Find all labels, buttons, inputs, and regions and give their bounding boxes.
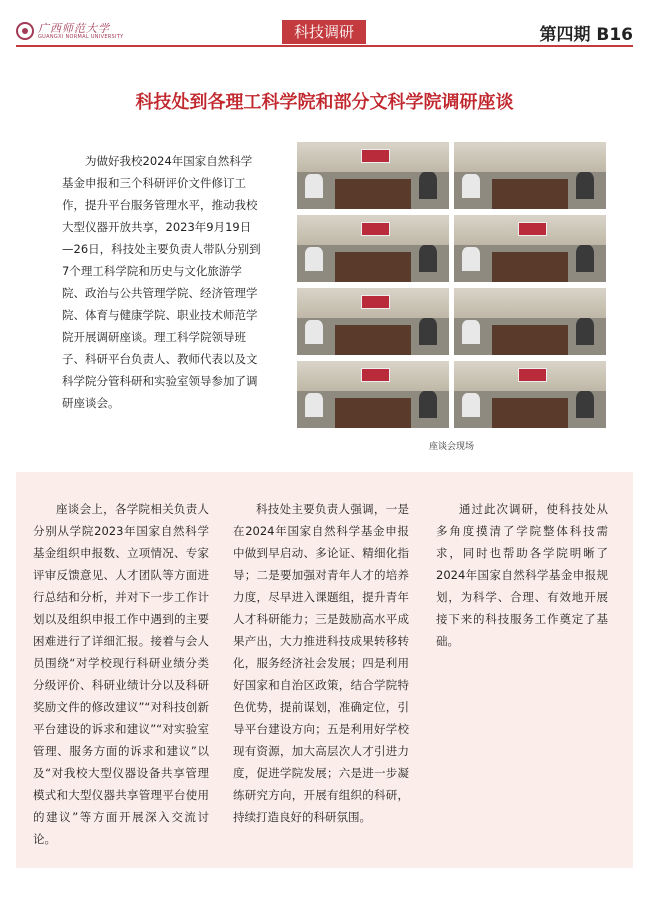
meeting-photo	[454, 288, 606, 355]
meeting-photo	[297, 142, 449, 209]
meeting-photo	[454, 361, 606, 428]
page-header	[0, 0, 649, 48]
logo-chinese-name: 广西师范大学	[38, 22, 110, 35]
body-column-1: 座谈会上，各学院相关负责人分别从学院2023年国家自然科学基金组织申报数、立项情况、专家评审反馈意见、人才团队等方面进行总结和分析，并对下一步工作计划以及组织申报工作中遇到的主要困难进行了详细汇报。接着与会人员围绕“对学校现行科研业绩分类分级评价、科研业绩计分以及科研奖励文件的修改建议”“对科技创新平台建设的诉求和建议”“对实验室管理、服务方面的诉求和建议”以及“对我校大型仪器设备共享管理模式和大型仪器共享管理平台使用的建议”等方面开展深入交流讨论。	[33, 502, 209, 846]
header-divider	[16, 45, 633, 47]
body-column-2: 科技处主要负责人强调，一是在2024年国家自然科学基金申报中做到早启动、多论证、精细化指导；二是要加强对青年人才的培养力度，尽早进入课题组，提升青年人才科研能力；三是鼓励高水平成果产出，大力推进科技成果转移转化，服务经济社会发展；四是利用好国家和自治区政策，结合学院特色优势，提前谋划，准确定位，引导平台建设方向；五是利用好学校现有资源，加大高层次人才引进力度，促进学院发展；六是进一步凝练研究方向，开展有组织的科研，持续打造良好的科研氛围。	[233, 502, 409, 824]
photo-caption: 座谈会现场	[428, 442, 474, 452]
body-column-3: 通过此次调研，使科技处从多角度摸清了学院整体科技需求，同时也帮助各学院明晰了2024年国家自然科学基金申报规划，为科学、合理、有效地开展接下来的科技服务工作奠定了基础。	[436, 502, 608, 648]
issue-number: 第四期 B16	[539, 25, 633, 45]
meeting-photo	[454, 215, 606, 282]
meeting-photo	[297, 288, 449, 355]
logo-english-name: GUANGXI NORMAL UNIVERSITY	[38, 34, 124, 40]
meeting-photo	[297, 215, 449, 282]
intro-paragraph: 为做好我校2024年国家自然科学基金申报和三个科研评价文件修订工作，提升平台服务管理水平，推动我校大型仪器开放共享，2023年9月19日—26日，科技处主要负责人带队分别到7个理工科学院和历史与文化旅游学院、政治与公共管理学院、经济管理学院、体育与健康学院、职业技术师范学院开展调研座谈。理工科学院领导班子、科研平台负责人、教师代表以及文科学院分管科研和实验室领导参加了调研座谈会。	[62, 154, 261, 410]
university-seal-icon	[16, 22, 34, 40]
meeting-photo	[297, 361, 449, 428]
university-logo	[16, 20, 124, 46]
article-title: 科技处到各理工科学院和部分文科学院调研座谈	[135, 92, 514, 113]
photo-grid	[297, 142, 606, 428]
section-tab: 科技调研	[282, 20, 366, 44]
meeting-photo	[454, 142, 606, 209]
